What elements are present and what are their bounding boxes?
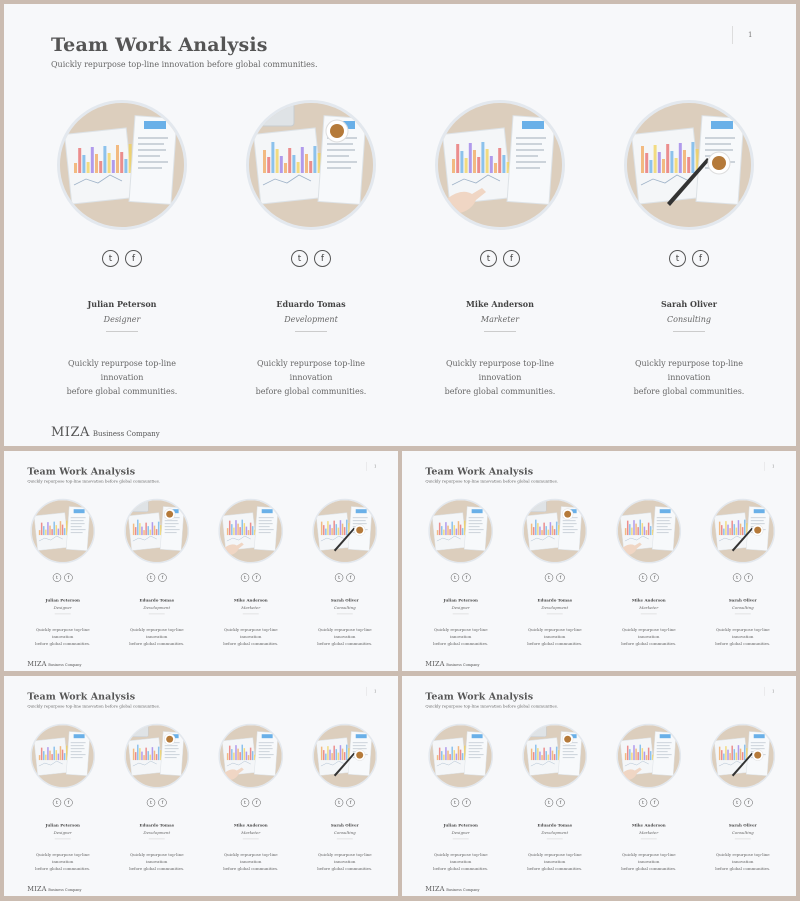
member-description: Quickly repurpose top-line innovation before global communities. (433, 627, 489, 647)
twitter-icon[interactable]: t (53, 798, 61, 806)
member-description: Quickly repurpose top-line innovation before global communities. (223, 852, 279, 872)
facebook-icon[interactable]: f (556, 573, 564, 581)
member-name: Sarah Oliver (661, 299, 717, 309)
facebook-icon[interactable]: f (503, 250, 520, 267)
member-description: Quickly repurpose top-line innovation before global communities. (715, 627, 771, 647)
brand-name: MIZA (425, 660, 445, 668)
member-description: Quickly repurpose top-line innovation before global communities. (129, 627, 185, 647)
slide-main (4, 4, 796, 446)
member-description: Quickly repurpose top-line innovation before global communities. (433, 852, 489, 872)
social-links (413, 573, 508, 581)
slide-thumbnail[interactable] (4, 451, 398, 671)
social-links (507, 798, 602, 806)
social-links (298, 798, 393, 806)
member-description: Quickly repurpose top-line innovation before global communities. (317, 627, 373, 647)
brand-name: MIZA (51, 425, 90, 440)
member-description: Quickly repurpose top-line innovation before global communities. (35, 627, 91, 647)
facebook-icon[interactable]: f (462, 573, 470, 581)
twitter-icon[interactable]: t (639, 798, 647, 806)
member-name: Mike Anderson (466, 299, 534, 309)
twitter-icon[interactable]: t (669, 250, 686, 267)
social-links (601, 573, 696, 581)
member-photo (312, 724, 377, 789)
facebook-icon[interactable]: f (650, 798, 658, 806)
twitter-icon[interactable]: t (733, 573, 741, 581)
member-name: Mike Anderson (233, 597, 268, 603)
member-name: Julian Peterson (443, 597, 478, 603)
member-name: Eduardo Tomas (537, 597, 572, 603)
brand-tagline: Business Company (48, 887, 82, 892)
member-description: Quickly repurpose top-line innovation before global communities. (715, 852, 771, 872)
slide-subtitle: Quickly repurpose top-line innovation before global communities. (27, 478, 160, 484)
twitter-icon[interactable]: t (241, 573, 249, 581)
member-role: Development (541, 830, 569, 836)
brand-name: MIZA (27, 885, 47, 893)
facebook-icon[interactable]: f (158, 573, 166, 581)
member-role: Development (143, 830, 171, 836)
member-role: Designer (53, 605, 72, 611)
slide-content (4, 676, 398, 896)
member-description: Quickly repurpose top-line innovation before global communities. (66, 359, 178, 396)
member-name: Julian Peterson (45, 597, 80, 603)
facebook-icon[interactable]: f (252, 798, 260, 806)
twitter-icon[interactable]: t (545, 573, 553, 581)
social-links (109, 573, 204, 581)
divider (673, 331, 705, 332)
twitter-icon[interactable]: t (147, 798, 155, 806)
member-description: Quickly repurpose top-line innovation before global communities. (621, 627, 677, 647)
page-number: 1 (374, 689, 377, 694)
brand-tagline: Business Company (48, 662, 82, 667)
member-name: Sarah Oliver (728, 822, 757, 828)
member-role: Consulting (667, 315, 711, 324)
slide-content (4, 451, 398, 671)
member-name: Mike Anderson (631, 597, 666, 603)
divider (295, 331, 327, 332)
twitter-icon[interactable]: t (291, 250, 308, 267)
member-description: Quickly repurpose top-line innovation before global communities. (633, 359, 745, 396)
divider (106, 331, 138, 332)
slide-content (402, 451, 796, 671)
member-photo (624, 100, 754, 230)
slide-content (4, 4, 796, 446)
member-photo (710, 724, 775, 789)
member-photo (30, 499, 95, 564)
member-photo (246, 100, 376, 230)
social-links (696, 798, 791, 806)
social-links (15, 573, 110, 581)
facebook-icon[interactable]: f (346, 798, 354, 806)
member-photo (218, 724, 283, 789)
social-links (216, 250, 406, 267)
member-role: Marketer (480, 315, 520, 324)
social-links (109, 798, 204, 806)
brand-tagline: Business Company (446, 887, 480, 892)
member-photo (218, 499, 283, 564)
member-photo (124, 499, 189, 564)
divider (484, 331, 516, 332)
member-description: Quickly repurpose top-line innovation before global communities. (35, 852, 91, 872)
social-links (413, 798, 508, 806)
social-links (203, 798, 298, 806)
brand-name: MIZA (425, 885, 445, 893)
twitter-icon[interactable]: t (335, 798, 343, 806)
slide-content (402, 676, 796, 896)
social-links (298, 573, 393, 581)
member-role: Consulting (731, 830, 754, 836)
member-photo (710, 499, 775, 564)
twitter-icon[interactable]: t (545, 798, 553, 806)
twitter-icon[interactable]: t (451, 798, 459, 806)
member-description: Quickly repurpose top-line innovation before global communities. (527, 852, 583, 872)
facebook-icon[interactable]: f (125, 250, 142, 267)
member-role: Marketer (639, 830, 659, 836)
page-number: 1 (748, 31, 753, 39)
slide-title: Team Work Analysis (51, 34, 268, 56)
slide-thumbnail[interactable] (402, 676, 796, 896)
member-role: Designer (53, 830, 72, 836)
member-name: Mike Anderson (233, 822, 268, 828)
member-name: Sarah Oliver (330, 597, 359, 603)
member-photo (30, 724, 95, 789)
facebook-icon[interactable]: f (64, 573, 72, 581)
facebook-icon[interactable]: f (556, 798, 564, 806)
member-role: Consulting (333, 830, 356, 836)
member-name: Sarah Oliver (330, 822, 359, 828)
brand-tagline: Business Company (92, 430, 160, 438)
member-photo (616, 499, 681, 564)
member-role: Marketer (241, 605, 261, 611)
facebook-icon[interactable]: f (744, 573, 752, 581)
slide-title: Team Work Analysis (425, 690, 534, 702)
member-name: Sarah Oliver (728, 597, 757, 603)
slide-thumbnail[interactable] (402, 451, 796, 671)
member-name: Julian Peterson (45, 822, 80, 828)
slide-title: Team Work Analysis (27, 690, 136, 702)
facebook-icon[interactable]: f (346, 573, 354, 581)
member-role: Consulting (731, 605, 754, 611)
brand-logo (27, 658, 81, 667)
twitter-icon[interactable]: t (147, 573, 155, 581)
brand-logo (425, 658, 479, 667)
facebook-icon[interactable]: f (252, 573, 260, 581)
member-role: Consulting (333, 605, 356, 611)
twitter-icon[interactable]: t (480, 250, 497, 267)
page-number: 1 (772, 689, 775, 694)
facebook-icon[interactable]: f (692, 250, 709, 267)
slide-title: Team Work Analysis (27, 465, 136, 477)
social-links (601, 798, 696, 806)
brand-logo (425, 883, 479, 892)
member-description: Quickly repurpose top-line innovation before global communities. (129, 852, 185, 872)
member-description: Quickly repurpose top-line innovation before global communities. (255, 359, 367, 396)
slide-subtitle: Quickly repurpose top-line innovation before global communities. (425, 703, 558, 709)
slide-subtitle: Quickly repurpose top-line innovation before global communities. (51, 60, 318, 69)
member-name: Eduardo Tomas (537, 822, 572, 828)
member-photo (428, 724, 493, 789)
social-links (594, 250, 784, 267)
member-description: Quickly repurpose top-line innovation before global communities. (444, 359, 556, 396)
social-links (27, 250, 217, 267)
member-photo (522, 724, 587, 789)
twitter-icon[interactable]: t (451, 573, 459, 581)
member-description: Quickly repurpose top-line innovation before global communities. (621, 852, 677, 872)
member-name: Mike Anderson (631, 822, 666, 828)
member-name: Julian Peterson (87, 299, 157, 309)
member-name: Julian Peterson (443, 822, 478, 828)
member-description: Quickly repurpose top-line innovation before global communities. (223, 627, 279, 647)
twitter-icon[interactable]: t (639, 573, 647, 581)
slide-subtitle: Quickly repurpose top-line innovation before global communities. (27, 703, 160, 709)
member-name: Eduardo Tomas (139, 822, 174, 828)
brand-name: MIZA (27, 660, 47, 668)
brand-logo (51, 421, 160, 440)
social-links (405, 250, 595, 267)
facebook-icon[interactable]: f (650, 573, 658, 581)
member-role: Development (284, 315, 338, 324)
member-role: Marketer (639, 605, 659, 611)
member-role: Development (143, 605, 171, 611)
twitter-icon[interactable]: t (53, 573, 61, 581)
social-links (696, 573, 791, 581)
twitter-icon[interactable]: t (102, 250, 119, 267)
member-photo (124, 724, 189, 789)
twitter-icon[interactable]: t (241, 798, 249, 806)
slide-title: Team Work Analysis (425, 465, 534, 477)
page-number: 1 (772, 464, 775, 469)
member-photo (312, 499, 377, 564)
social-links (507, 573, 602, 581)
member-description: Quickly repurpose top-line innovation before global communities. (317, 852, 373, 872)
twitter-icon[interactable]: t (733, 798, 741, 806)
member-description: Quickly repurpose top-line innovation before global communities. (527, 627, 583, 647)
member-photo (428, 499, 493, 564)
facebook-icon[interactable]: f (158, 798, 166, 806)
member-photo (522, 499, 587, 564)
facebook-icon[interactable]: f (64, 798, 72, 806)
member-role: Designer (451, 605, 470, 611)
member-photo (616, 724, 681, 789)
slide-thumbnail[interactable] (4, 676, 398, 896)
page-divider (732, 26, 733, 44)
member-role: Designer (103, 315, 141, 324)
slide-subtitle: Quickly repurpose top-line innovation before global communities. (425, 478, 558, 484)
member-photo (435, 100, 565, 230)
social-links (203, 573, 298, 581)
member-role: Development (541, 605, 569, 611)
brand-logo (27, 883, 81, 892)
facebook-icon[interactable]: f (314, 250, 331, 267)
social-links (15, 798, 110, 806)
member-role: Designer (451, 830, 470, 836)
page-number: 1 (374, 464, 377, 469)
brand-tagline: Business Company (446, 662, 480, 667)
facebook-icon[interactable]: f (462, 798, 470, 806)
member-name: Eduardo Tomas (139, 597, 174, 603)
twitter-icon[interactable]: t (335, 573, 343, 581)
member-photo (57, 100, 187, 230)
member-role: Marketer (241, 830, 261, 836)
facebook-icon[interactable]: f (744, 798, 752, 806)
member-name: Eduardo Tomas (276, 299, 346, 309)
